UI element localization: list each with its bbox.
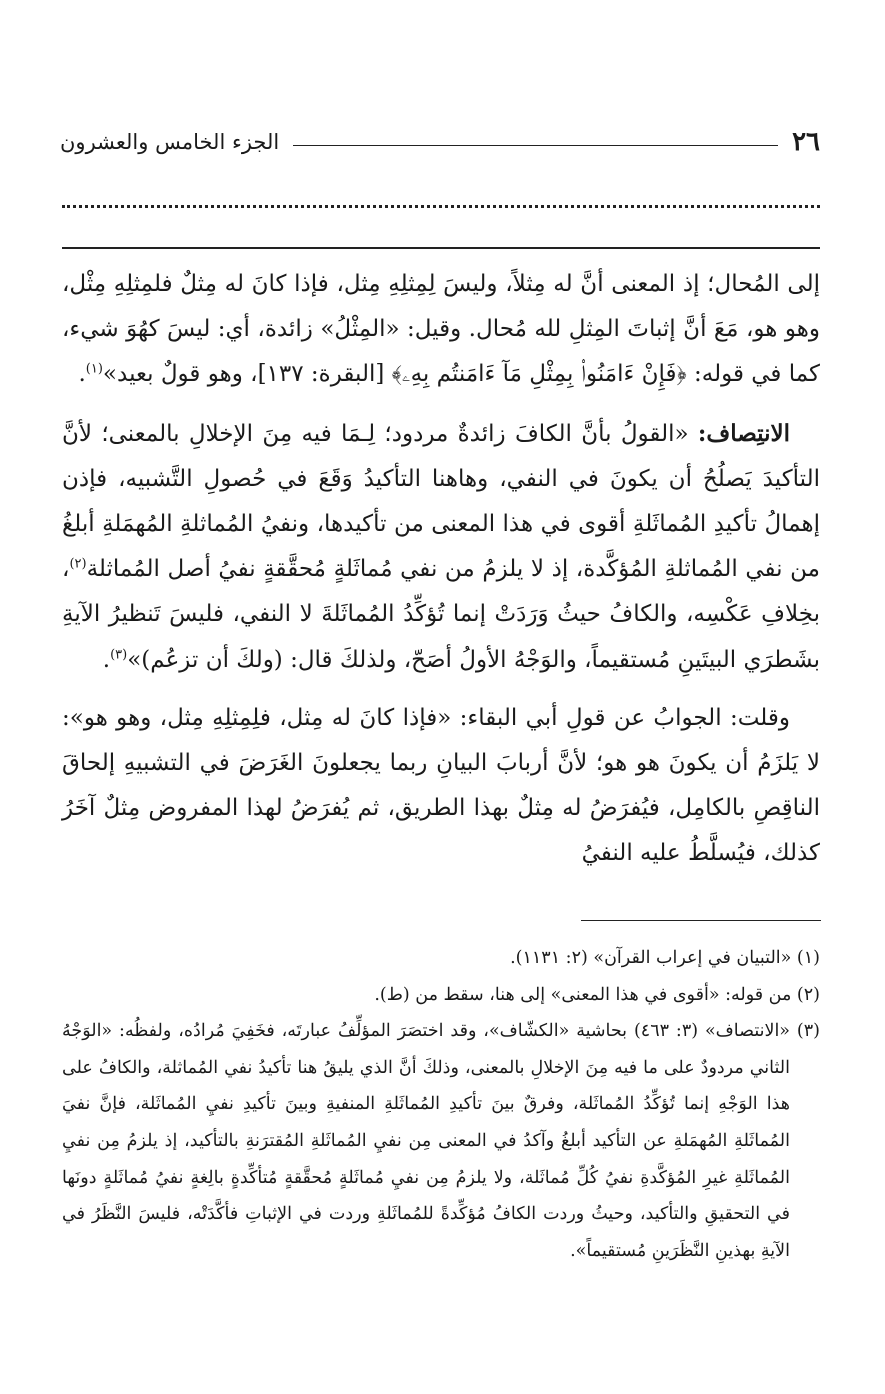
main-text: [62, 262, 820, 890]
footnote-rule: [581, 920, 821, 921]
paragraph-2-end: .: [102, 646, 111, 673]
paragraph-3: [62, 696, 820, 877]
footnote-3: (٣) «الانتصاف» (٣: ٤٦٣) بحاشية «الكشّاف»، وقد اختصَرَ المؤلِّفُ عبارتَه، فخَفِيَ مُرادُه، ولفظُه: «الوَجْهُ الثاني مردودٌ على ما فيه مِنَ الإخلالِ بالمعنى، وذلكَ أنَّ الذي يليقُ هنا تأكيدُ نفي المُماثلة، والكافُ على هذا الوَجْهِ إنما تُؤكِّدُ المُماثَلة، وفرقٌ بينَ تأكيدِ المُماثَلةِ المنفيةِ وبينَ تأكيدِ نفيِ المُماثَلة، فإنَّ نفيَ المُماثَلةِ المُهمَلةِ عن التأكيد أبلغُ وآكدُ في المعنى مِن نفيِ المُماثَلةِ المُقترَنةِ بالتأكيد، إذ يلزمُ مِن نفيِ المُماثَلةِ غيرِ المُؤكَّدةِ نفيُ كُلِّ مُماثَلة، ولا يلزمُ مِن نفيِ مُماثَلةٍ مُحقَّقةٍ مُتأكِّدةٍ بالِغةٍ نفيُ مُماثَلةٍ دونَها في التحقيقِ والتأكيد، وحيثُ وردت الكافُ مُؤكِّدةً للمُماثَلةِ وردت في الإثباتِ فأكَّدَتْه، فليسَ النَّظَرُ في الآيةِ بهذينِ النَّظَرَينِ مُستقيماً».: [62, 1021, 820, 1261]
footnote-ref-2: (٢): [69, 556, 87, 572]
header-rule: [293, 145, 778, 146]
footnote-1: (١) «التبيان في إعراب القرآن» (٢: ١١٣١).: [510, 948, 820, 968]
footnote-2: (٢) من قوله: «أقوى في هذا المعنى» إلى هنا، سقط من (ط).: [374, 984, 820, 1005]
solid-separator: [62, 247, 820, 249]
footnotes: [62, 940, 820, 1269]
paragraph-2-text: «القولُ بأنَّ الكافَ زائدةٌ مردود؛ لِـمَا فيه مِنَ الإخلالِ بالمعنى؛ لأنَّ التأكيدَ يَصلُحُ أن يكونَ في النفي، وهاهنا التأكيدُ وَقَعَ في حُصولِ التَّشبيه، فإذن إهمالُ تأكيدِ المُماثَلةِ أقوى في هذا المعنى من تأكيدها، ونفيُ المُماثلةِ المُهمَلةِ أبلغُ من نفي المُماثلةِ المُؤكَّدة، إذ لا يلزمُ من نفي مُماثَلةٍ مُحقَّقةٍ نفيُ أصل المُماثلة: [62, 420, 820, 583]
paragraph-1: إلى المُحال؛ إذ المعنى أنَّ له مِثلاً، وليسَ لِمِثلِهِ مِثل، فإذا كانَ له مِثلٌ فلمِثلِهِ مِثْل، وهو هو، مَعَ أنَّ إثباتَ المِثلِ لله مُحال. وقيل: «المِثْلُ» زائدة، أي: ليسَ كهُوَ شيء، كما في قوله: ﴿فَإِنْ ءَامَنُوا۟ بِمِثْلِ مَآ ءَامَنتُم بِهِۦ﴾ [البقرة: ١٣٧]، وهو قولٌ بعيد»$^{(١)}$.: [62, 271, 820, 388]
paragraph-2: [62, 411, 820, 683]
footnote-ref-1: (١): [85, 361, 103, 377]
dotted-separator: [62, 205, 820, 208]
paragraph-1-text: إلى المُحال؛ إذ المعنى أنَّ له مِثلاً، وليسَ لِمِثلِهِ مِثل، فإذا كانَ له مِثلٌ فلمِثلِهِ مِثْل، وهو هو، مَعَ أنَّ إثباتَ المِثلِ لله مُحال. وقيل: «المِثْلُ» زائدة، أي: ليسَ كهُوَ شيء، كما في قوله: ﴿فَإِنْ ءَامَنُوا۟ بِمِثْلِ مَآ ءَامَنتُم بِهِۦ﴾ [البقرة: ١٣٧]، وهو قولٌ بعيد»: [62, 271, 820, 388]
footnote-ref-3: (٣): [110, 646, 128, 662]
paragraph-2-text-b: ، بخِلافِ عَكْسِه، والكافُ حيثُ وَرَدَتْ إنما تُؤكِّدُ المُماثَلةَ لا النفي، فليسَ تَنظيرُ الآيةِ بشَطرَي البيتَينِ مُستقيماً، والوَجْهُ الأولُ أصَحّ، ولذلكَ قال: (ولكَ أن تزعُم)»: [62, 556, 820, 673]
page-header: [60, 122, 820, 162]
running-title: الجزء الخامس والعشرون: [60, 130, 280, 154]
page-number: ٢٦: [792, 127, 820, 157]
intisaf-label: الانتِصاف:: [697, 419, 790, 447]
paragraph-3-text: وقلت: الجوابُ عن قولِ أبي البقاء: «فإذا كانَ له مِثل، فلِمِثلِهِ مِثل، وهو هو»: لا يَلزَمُ أن يكونَ هو هو؛ لأنَّ أربابَ البيانِ ربما يجعلونَ الغَرَضَ في التشبيهِ إلحاقَ الناقِصِ بالكامِل، فيُفرَضُ له مِثلٌ بهذا الطريق، ثم يُفرَضُ لهذا المفروض مِثلٌ آخَرُ كذلك، فيُسلَّطُ عليه النفيُ: [62, 704, 820, 867]
